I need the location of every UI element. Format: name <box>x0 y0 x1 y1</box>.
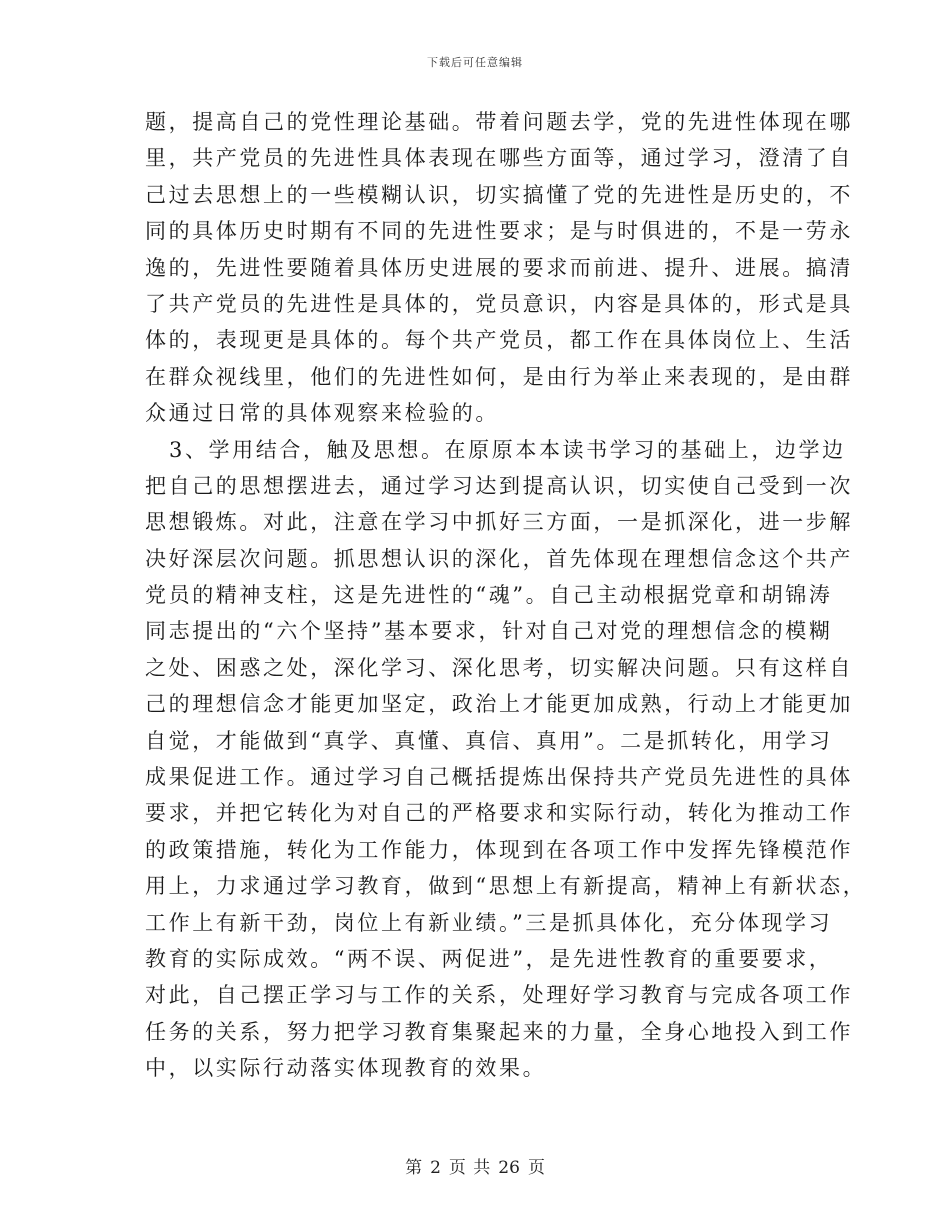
text-line: 题，提高自己的党性理论基础。带着问题去学，党的先进性体现在哪 <box>145 110 853 134</box>
text-line: 决好深层次问题。抓思想认识的深化，首先体现在理想信念这个共产 <box>145 546 853 571</box>
text-line: 对此，自己摆正学习与工作的关系，处理好学习教育与完成各项工作 <box>145 983 853 1008</box>
text-line: 3、学用结合，触及思想。在原原本本读书学习的基础上，边学边 <box>169 437 846 462</box>
text-line: 众通过日常的具体观察来检验的。 <box>145 401 499 426</box>
text-line: 逸的，先进性要随着具体历史进展的要求而前进、提升、进展。搞清 <box>145 255 853 280</box>
text-line: 任务的关系，努力把学习教育集聚起来的力量，全身心地投入到工作 <box>145 1019 853 1044</box>
text-line: 体的，表现更是具体的。每个共产党员，都工作在具体岗位上、生活 <box>145 328 853 353</box>
text-line: 把自己的思想摆进去，通过学习达到提高认识，切实使自己受到一次 <box>145 473 853 498</box>
text-line: 在群众视线里，他们的先进性如何，是由行为举止来表现的，是由群 <box>145 364 853 389</box>
footer-suffix: 页 <box>527 1158 545 1178</box>
text-line: 自觉，才能做到“真学、真懂、真信、真用”。二是抓转化，用学习 <box>145 728 833 753</box>
text-line: 党员的精神支柱，这是先进性的“魂”。自己主动根据党章和胡锦涛 <box>145 583 833 608</box>
text-line: 里，共产党员的先进性具体表现在哪些方面等，通过学习，澄清了自 <box>145 146 853 171</box>
text-line: 成果促进工作。通过学习自己概括提炼出保持共产党员先进性的具体 <box>145 765 853 790</box>
text-line: 了共产党员的先进性是具体的，党员意识，内容是具体的，形式是具 <box>145 291 853 316</box>
current-page-number: 2 <box>430 1158 441 1178</box>
page-footer <box>0 1153 950 1178</box>
text-line: 己过去思想上的一些模糊认识，切实搞懂了党的先进性是历史的，不 <box>145 182 853 207</box>
text-line: 工作上有新干劲，岗位上有新业绩。”三是抓具体化，充分体现学习 <box>145 910 833 935</box>
text-line: 中，以实际行动落实体现教育的效果。 <box>145 1056 547 1081</box>
text-line: 用上，力求通过学习教育，做到“思想上有新提高，精神上有新状态， <box>145 874 867 899</box>
paragraph-2 <box>145 432 867 1087</box>
text-line: 己的理想信念才能更加坚定，政治上才能更加成熟，行动上才能更加 <box>145 692 853 717</box>
total-page-count: 26 <box>498 1158 520 1178</box>
text-line: 的政策措施，转化为工作能力，体现到在各项工作中发挥先锋模范作 <box>145 837 853 862</box>
footer-middle: 页 共 <box>448 1158 491 1178</box>
text-line: 同的具体历史时期有不同的先进性要求；是与时俱进的，不是一劳永 <box>145 219 853 244</box>
text-line: 之处、困惑之处，深化学习、深化思考，切实解决问题。只有这样自 <box>145 655 853 680</box>
text-line: 教育的实际成效。“两不误、两促进”，是先进性教育的重要要求， <box>145 946 833 971</box>
text-line: 同志提出的“六个坚持”基本要求，针对自己对党的理想信念的模糊 <box>145 619 833 644</box>
document-body <box>145 104 867 1087</box>
text-line: 要求，并把它转化为对自己的严格要求和实际行动，转化为推动工作 <box>145 801 853 826</box>
paragraph-1 <box>145 104 853 432</box>
page-header: 下载后可任意编辑 <box>427 56 523 69</box>
footer-prefix: 第 <box>405 1158 423 1178</box>
text-line: 思想锻炼。对此，注意在学习中抓好三方面，一是抓深化，进一步解 <box>145 510 853 535</box>
